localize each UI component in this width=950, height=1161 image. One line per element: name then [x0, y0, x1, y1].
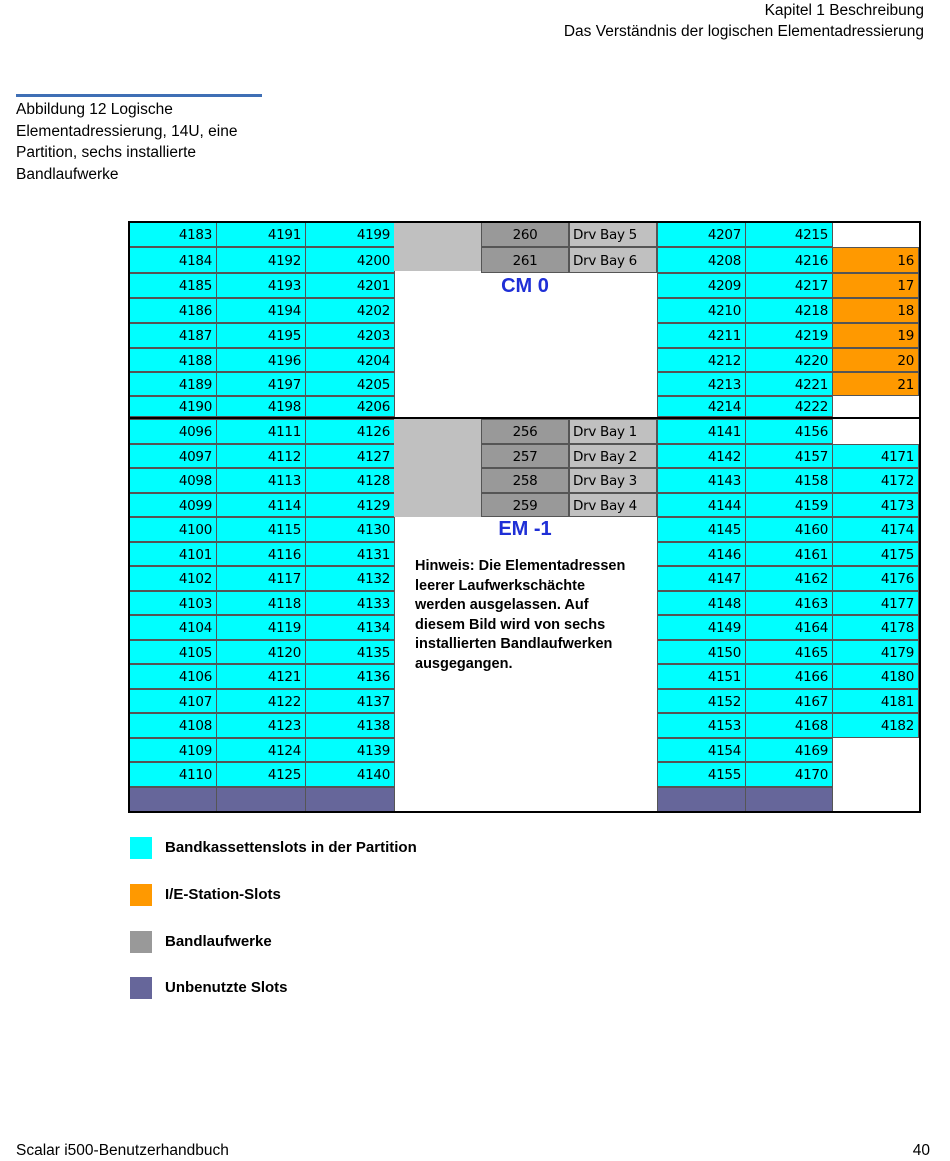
slot-cell: 4171 [832, 444, 919, 469]
slot-cell: 4128 [305, 468, 395, 493]
slot-cell: 4203 [305, 323, 395, 348]
page-number: 40 [912, 1142, 930, 1159]
slot-cell: 4118 [216, 591, 306, 616]
slot-cell: 4102 [128, 566, 217, 591]
footer-title: Scalar i500-Benutzerhandbuch [16, 1142, 229, 1159]
slot-cell: 4133 [305, 591, 395, 616]
slot-cell: 4138 [305, 713, 395, 738]
slot-cell: 4177 [832, 591, 919, 616]
slot-cell: 4182 [832, 713, 919, 738]
slot-cell: 4156 [745, 419, 833, 444]
slot-cell: 4100 [128, 517, 217, 542]
slot-cell: 4205 [305, 372, 395, 396]
slot-cell: 4167 [745, 689, 833, 714]
slot-cell: 4106 [128, 664, 217, 689]
slot-cell: 4188 [128, 348, 217, 372]
slot-cell: 4190 [128, 396, 217, 417]
figure-caption: Abbildung 12 Logische Elementadressierung, 14U, eine Partition, sechs installierte Bandlaufwerke [16, 101, 238, 183]
slot-cell: 4178 [832, 615, 919, 640]
diagram-note: Hinweis: Die Elementadressen leerer Laufwerkschächte werden ausgelassen. Auf diesem Bild wird von sechs installierten Bandlaufwerken ausgegangen. [415, 558, 626, 672]
slot-cell: 4115 [216, 517, 306, 542]
drive-bay-label: Drv Bay 4 [569, 493, 657, 518]
slot-cell: 4141 [657, 419, 746, 444]
slot-cell: 4158 [745, 468, 833, 493]
slot-cell: 4151 [657, 664, 746, 689]
slot-cell: 4197 [216, 372, 306, 396]
drive-bay-label: Drv Bay 1 [569, 419, 657, 444]
slot-cell: 4221 [745, 372, 833, 396]
slot-cell: 4135 [305, 640, 395, 665]
slot-cell: 4123 [216, 713, 306, 738]
slot-cell: 4129 [305, 493, 395, 518]
slot-cell: 4184 [128, 247, 217, 273]
slot-cell: 4122 [216, 689, 306, 714]
slot-cell: 4166 [745, 664, 833, 689]
slot-cell: 4213 [657, 372, 746, 396]
slot-cell: 4142 [657, 444, 746, 469]
slot-cell: 4110 [128, 762, 217, 787]
slot-cell: 4140 [305, 762, 395, 787]
slot-cell: 4163 [745, 591, 833, 616]
slot-cell: 4175 [832, 542, 919, 567]
slot-cell: 4126 [305, 419, 395, 444]
legend-label: Unbenutzte Slots [165, 979, 288, 996]
slot-cell: 4153 [657, 713, 746, 738]
slot-cell: 4139 [305, 738, 395, 763]
slot-cell: 4147 [657, 566, 746, 591]
slot-cell: 4119 [216, 615, 306, 640]
slot-cell: 4202 [305, 298, 395, 323]
slot-cell: 4217 [745, 273, 833, 298]
legend-swatch [130, 931, 152, 953]
slot-cell: 4121 [216, 664, 306, 689]
slot-cell: 4101 [128, 542, 217, 567]
slot-cell: 4159 [745, 493, 833, 518]
slot-cell: 4189 [128, 372, 217, 396]
slot-cell: 4127 [305, 444, 395, 469]
slot-cell: 4131 [305, 542, 395, 567]
legend-label: Bandkassettenslots in der Partition [165, 839, 417, 856]
slot-cell: 4144 [657, 493, 746, 518]
slot-cell: 4125 [216, 762, 306, 787]
slot-cell: 4193 [216, 273, 306, 298]
slot-cell: 4183 [128, 221, 217, 247]
slot-cell: 4116 [216, 542, 306, 567]
slot-cell: 4181 [832, 689, 919, 714]
ie-slot-cell: 20 [832, 348, 919, 372]
slot-cell: 4149 [657, 615, 746, 640]
slot-cell: 4130 [305, 517, 395, 542]
slot-cell: 4145 [657, 517, 746, 542]
drive-address: 256 [481, 419, 569, 444]
slot-cell: 4208 [657, 247, 746, 273]
slot-cell: 4173 [832, 493, 919, 518]
slot-cell: 4222 [745, 396, 833, 417]
slot-cell: 4112 [216, 444, 306, 469]
slot-cell: 4162 [745, 566, 833, 591]
legend-label: Bandlaufwerke [165, 933, 272, 950]
slot-cell: 4195 [216, 323, 306, 348]
drive-bay-label: Drv Bay 5 [569, 221, 657, 247]
unused-slot-cell [745, 787, 833, 814]
slot-cell: 4180 [832, 664, 919, 689]
drive-address: 257 [481, 444, 569, 469]
slot-cell: 4185 [128, 273, 217, 298]
ie-slot-cell: 17 [832, 273, 919, 298]
legend-label: I/E-Station-Slots [165, 886, 281, 903]
slot-cell: 4170 [745, 762, 833, 787]
section-title: Das Verständnis der logischen Elementadressierung [563, 23, 924, 40]
slot-cell: 4168 [745, 713, 833, 738]
drive-bay-label: Drv Bay 2 [569, 444, 657, 469]
slot-cell: 4104 [128, 615, 217, 640]
slot-cell: 4191 [216, 221, 306, 247]
chapter-title: Kapitel 1 Beschreibung [764, 2, 924, 19]
slot-cell: 4136 [305, 664, 395, 689]
legend-swatch [130, 977, 152, 999]
unused-slot-cell [128, 787, 217, 814]
slot-cell: 4107 [128, 689, 217, 714]
slot-cell: 4201 [305, 273, 395, 298]
drive-address: 260 [481, 221, 569, 247]
slot-cell: 4108 [128, 713, 217, 738]
slot-cell: 4186 [128, 298, 217, 323]
slot-cell: 4210 [657, 298, 746, 323]
slot-cell: 4192 [216, 247, 306, 273]
slot-cell: 4206 [305, 396, 395, 417]
slot-cell: 4096 [128, 419, 217, 444]
drive-bay-label: Drv Bay 3 [569, 468, 657, 493]
slot-cell: 4154 [657, 738, 746, 763]
drive-bay-label: Drv Bay 6 [569, 247, 657, 273]
module-label-cm0: CM 0 [501, 275, 549, 297]
slot-cell: 4165 [745, 640, 833, 665]
slot-cell: 4150 [657, 640, 746, 665]
slot-cell: 4098 [128, 468, 217, 493]
slot-cell: 4148 [657, 591, 746, 616]
module-label-em1: EM -1 [498, 518, 552, 540]
slot-cell: 4216 [745, 247, 833, 273]
slot-cell: 4218 [745, 298, 833, 323]
legend-swatch [130, 884, 152, 906]
slot-cell: 4099 [128, 493, 217, 518]
slot-cell: 4204 [305, 348, 395, 372]
drive-address: 258 [481, 468, 569, 493]
slot-cell: 4215 [745, 221, 833, 247]
slot-cell: 4200 [305, 247, 395, 273]
element-address-diagram [128, 221, 921, 813]
slot-cell: 4160 [745, 517, 833, 542]
slot-cell: 4220 [745, 348, 833, 372]
slot-cell: 4194 [216, 298, 306, 323]
slot-cell: 4137 [305, 689, 395, 714]
slot-cell: 4097 [128, 444, 217, 469]
unused-slot-cell [216, 787, 306, 814]
ie-slot-cell: 19 [832, 323, 919, 348]
slot-cell: 4132 [305, 566, 395, 591]
drive-address: 261 [481, 247, 569, 273]
slot-cell: 4105 [128, 640, 217, 665]
slot-cell: 4207 [657, 221, 746, 247]
unused-slot-cell [657, 787, 746, 814]
slot-cell: 4103 [128, 591, 217, 616]
ie-slot-cell: 16 [832, 247, 919, 273]
slot-cell: 4109 [128, 738, 217, 763]
slot-cell: 4164 [745, 615, 833, 640]
slot-cell: 4211 [657, 323, 746, 348]
slot-cell: 4179 [832, 640, 919, 665]
slot-cell: 4196 [216, 348, 306, 372]
slot-cell: 4155 [657, 762, 746, 787]
slot-cell: 4219 [745, 323, 833, 348]
drive-address: 259 [481, 493, 569, 518]
slot-cell: 4172 [832, 468, 919, 493]
slot-cell: 4143 [657, 468, 746, 493]
slot-cell: 4212 [657, 348, 746, 372]
slot-cell: 4124 [216, 738, 306, 763]
slot-cell: 4169 [745, 738, 833, 763]
slot-cell: 4161 [745, 542, 833, 567]
slot-cell: 4146 [657, 542, 746, 567]
page-header [564, 0, 924, 42]
slot-cell: 4152 [657, 689, 746, 714]
slot-cell: 4198 [216, 396, 306, 417]
ie-slot-cell: 18 [832, 298, 919, 323]
slot-cell: 4187 [128, 323, 217, 348]
slot-cell: 4113 [216, 468, 306, 493]
slot-cell: 4114 [216, 493, 306, 518]
slot-cell: 4209 [657, 273, 746, 298]
unused-slot-cell [305, 787, 395, 814]
module-separator [128, 417, 921, 419]
figure-rule [16, 94, 262, 97]
slot-cell: 4199 [305, 221, 395, 247]
legend-swatch [130, 837, 152, 859]
slot-cell: 4134 [305, 615, 395, 640]
slot-cell: 4120 [216, 640, 306, 665]
slot-cell: 4176 [832, 566, 919, 591]
slot-cell: 4214 [657, 396, 746, 417]
slot-cell: 4117 [216, 566, 306, 591]
slot-cell: 4111 [216, 419, 306, 444]
slot-cell: 4174 [832, 517, 919, 542]
ie-slot-cell: 21 [832, 372, 919, 396]
slot-cell: 4157 [745, 444, 833, 469]
